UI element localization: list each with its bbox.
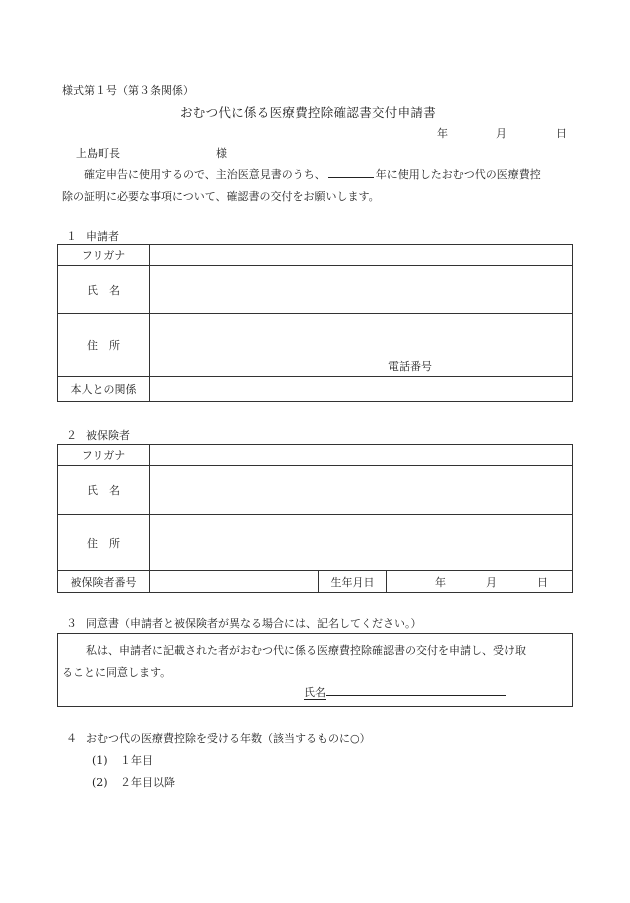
section-years-heading [66,730,371,746]
option-number: (1) [92,754,108,767]
intro-line-1 [84,166,541,182]
option-first-year[interactable] [92,752,153,768]
birth-year-label: 年 [435,575,446,589]
section-number: ３ [66,617,77,630]
section-insured-heading [66,427,130,443]
intro-text-a: 確定申告に使用するので、主治医意見書のうち、 [84,168,326,181]
insured-address-field[interactable] [150,515,573,571]
section-number: ２ [66,429,77,442]
insured-furigana-field[interactable] [150,445,573,466]
consent-text-line-2: ることに同意します。 [62,666,172,679]
birthdate-label: 生年月日 [319,571,387,593]
page-title: おむつ代に係る医療費控除確認書交付申請書 [180,105,437,120]
insured-number-label: 被保険者番号 [58,571,150,593]
signature-label: 氏名 [304,686,326,699]
section-number: １ [66,230,77,243]
section-consent-heading [66,615,422,631]
consent-signature [304,684,506,700]
date-year-label: 年 [437,127,448,140]
recipient: 上島町長 [76,147,120,160]
section-title: 申請者 [86,230,119,243]
year-blank[interactable] [328,167,374,178]
date-day-label: 日 [556,127,567,140]
section-title: 被保険者 [86,429,130,442]
section-number: ４ [66,732,77,745]
applicant-relation-field[interactable] [150,377,573,402]
option-number: (2) [92,776,108,789]
section-title: 同意書（申請者と被保険者が異なる場合には、記名してください。） [86,617,422,630]
signature-field[interactable] [326,684,506,696]
section-applicant-heading [66,228,119,244]
birth-month-label: 月 [486,575,497,589]
phone-label: 電話番号 [388,360,432,373]
insured-address-label: 住 所 [58,515,150,571]
section-title: おむつ代の医療費控除を受ける年数（該当するものに○） [86,732,371,745]
applicant-name-label: 氏 名 [58,266,150,314]
form-number: 様式第１号（第３条関係） [62,84,194,97]
applicant-address-field[interactable] [150,314,573,377]
applicant-relation-label: 本人との関係 [58,377,150,402]
applicant-address-label: 住 所 [58,314,150,377]
birth-day-label: 日 [537,575,548,589]
insured-name-label: 氏 名 [58,466,150,515]
birthdate-field[interactable] [387,571,573,593]
intro-line-2: 除の証明に必要な事項について、確認書の交付をお願いします。 [62,190,380,203]
honorific: 様 [216,147,227,160]
applicant-name-field[interactable] [150,266,573,314]
applicant-table [57,244,573,402]
insured-number-field[interactable] [150,571,319,593]
insured-name-field[interactable] [150,466,573,515]
option-label: １年目 [120,754,153,767]
applicant-furigana-label: フリガナ [58,245,150,266]
date-month-label: 月 [496,127,507,140]
consent-box [57,633,573,707]
option-second-year-onward[interactable] [92,774,175,790]
option-label: ２年目以降 [120,776,175,789]
consent-text-line-1: 私は、申請者に記載された者がおむつ代に係る医療費控除確認書の交付を申請し、受け取 [86,644,526,657]
intro-text-b: 年に使用したおむつ代の医療費控 [375,168,541,181]
applicant-furigana-field[interactable] [150,245,573,266]
insured-table [57,444,573,593]
insured-furigana-label: フリガナ [58,445,150,466]
